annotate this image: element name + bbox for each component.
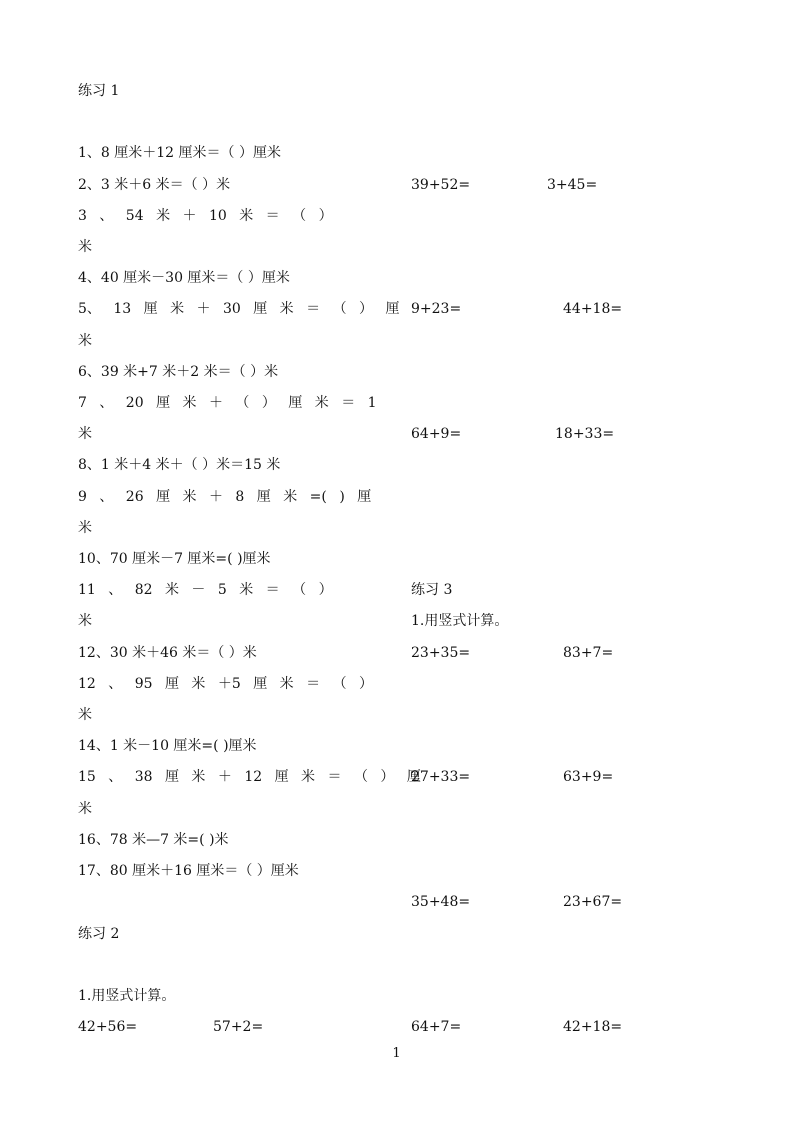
right-exercise-1b: 3+45= [547, 177, 598, 193]
page-number: 1 [392, 1046, 401, 1061]
right-exercise-2a: 9+23= [411, 301, 462, 317]
question-7-continuation: 米 [78, 426, 92, 442]
question-4: 4、40 厘米－30 厘米＝（ ）厘米 [78, 270, 290, 286]
question-11: 11 、 82 米 － 5 米 ＝ （ ） [78, 582, 333, 598]
question-17: 17、80 厘米＋16 厘米＝（ ）厘米 [78, 863, 299, 879]
practice2-exercise-2: 57+2= [213, 1019, 264, 1035]
right-exercise-2b: 44+18= [563, 301, 623, 317]
question-7: 7 、 20 厘 米 ＋ （ ） 厘 米 ＝ 1 [78, 395, 377, 411]
practice3-instruction: 1.用竖式计算。 [411, 613, 509, 629]
right-exercise-6a: 35+48= [411, 894, 471, 910]
question-12b: 12 、 95 厘 米 ＋5 厘 米 ＝ （ ） [78, 676, 374, 692]
question-12a: 12、30 米＋46 米＝（ ）米 [78, 645, 257, 661]
right-exercise-3b: 18+33= [555, 426, 615, 442]
right-exercise-6b: 23+67= [563, 894, 623, 910]
right-exercise-5a: 27+33= [411, 769, 471, 785]
practice2-title: 练习 2 [78, 926, 120, 942]
question-5: 5、 13 厘 米 ＋ 30 厘 米 ＝ （ ） 厘 [78, 301, 400, 317]
right-exercise-7b: 42+18= [563, 1019, 623, 1035]
question-3: 3 、 54 米 ＋ 10 米 ＝ （ ） [78, 208, 333, 224]
question-9: 9 、 26 厘 米 ＋ 8 厘 米 =( ) 厘 [78, 489, 372, 505]
question-8: 8、1 米＋4 米＋（ ）米＝15 米 [78, 457, 281, 473]
right-exercise-4a: 23+35= [411, 645, 471, 661]
question-9-continuation: 米 [78, 520, 92, 536]
practice1-title: 练习 1 [78, 83, 120, 99]
question-14: 14、1 米－10 厘米=( )厘米 [78, 738, 257, 754]
question-11-continuation: 米 [78, 613, 92, 629]
question-10: 10、70 厘米－7 厘米=( )厘米 [78, 551, 271, 567]
practice2-instruction: 1.用竖式计算。 [78, 988, 176, 1004]
question-1: 1、8 厘米＋12 厘米＝（ ）厘米 [78, 145, 281, 161]
practice2-exercise-1: 42+56= [78, 1019, 138, 1035]
question-3-continuation: 米 [78, 239, 92, 255]
right-exercise-4b: 83+7= [563, 645, 614, 661]
right-exercise-7a: 64+7= [411, 1019, 462, 1035]
right-exercise-5b: 63+9= [563, 769, 614, 785]
question-6: 6、39 米+7 米＋2 米＝（ ）米 [78, 364, 279, 380]
practice3-title: 练习 3 [411, 582, 453, 598]
question-16: 16、78 米—7 米=( )米 [78, 832, 229, 848]
question-2: 2、3 米＋6 米＝（ ）米 [78, 177, 231, 193]
question-5-continuation: 米 [78, 333, 92, 349]
right-exercise-1a: 39+52= [411, 177, 471, 193]
question-15-continuation: 米 [78, 801, 92, 817]
question-15: 15 、 38 厘 米 ＋ 12 厘 米 ＝ （ ） 厘 [78, 769, 421, 785]
question-12b-continuation: 米 [78, 707, 92, 723]
right-exercise-3a: 64+9= [411, 426, 462, 442]
